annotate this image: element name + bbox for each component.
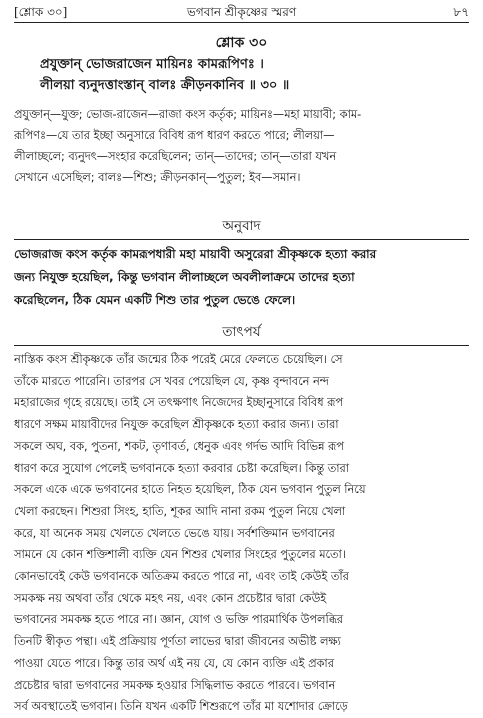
purport-line: ধারণে সক্ষম মায়াবীদের নিযুক্ত করেছিল শ্রীকৃষ্ণকে হত্যা করার জন্য। তারা [14,418,339,432]
translation-line: জন্য নিযুক্ত হয়েছিল, কিন্তু ভগবান লীলাচ্ছলে অবলীলাক্রমে তাদের হত্যা [14,270,355,284]
translation-line: ভোজরাজ কংস কর্তৃক কামরূপধারী মহা মায়াবী অসুরেরা শ্রীকৃষ্ণকে হত্যা করার [14,247,377,261]
translation-line: করেছিলেন, ঠিক যেমন একটি শিশু তার পুতুল ভেঙে ফেলে। [14,293,296,307]
verse-reference: [শ্লোক ৩০] [14,5,68,19]
purport-line: পাওয়া যেতে পারে। কিন্তু তার অর্থ এই নয় যে, যে কোন ব্যক্তি এই প্রকার [14,656,334,670]
synonyms-line: রূপিণঃ—যে তার ইচ্ছা অনুসারে বিবিধ রূপ ধারণ করতে পারে; লীলয়া— [14,129,335,142]
purport-line: মহারাজের গৃহে রয়েছে। তাই সে তৎক্ষণাৎ নিজেদের ইচ্ছানুসারে বিবিধ রূপ [14,396,344,410]
header-divider [14,22,469,23]
translation-divider [14,239,469,240]
purport-line: সকলে একে একে ভগবানের হাতে নিহত হয়েছিল, ঠিক যেন ভগবান পুতুল নিয়ে [14,483,366,497]
synonyms-paragraph [14,104,469,188]
purport-line: ধারণ করে সুযোগ পেলেই ভগবানকে হত্যা করবার চেষ্টা করেছিল। কিন্তু তারা [14,461,350,475]
purport-line: তিনটি স্বীকৃত পন্থা। এই প্রক্রিয়ায় পূর্ণতা লাভের দ্বারা জীবনের অভীষ্ট লক্ষ্য [14,635,341,649]
chapter-title: ভগবান শ্রীকৃষ্ণের স্মরণ [186,5,297,19]
purport-line: নাস্তিক কংস শ্রীকৃষ্ণকে তাঁর জন্মের ঠিক পরেই মেরে ফেলতে চেয়েছিল। সে [14,353,343,366]
verse-title: শ্লোক ৩০ [215,35,268,51]
synonyms-line: সেখানে এসেছিল; বালঃ—শিশু; ক্রীড়নকান্—পুতুল; ইব—সমান। [14,171,301,184]
verse-line-1: প্রযুক্তান্ ভোজরাজেন মায়িনঃ কামরূপিণঃ । [40,57,264,72]
purport-line: কোনভাবেই কেউ ভগবানকে অতিক্রম করতে পারে না, এবং তাই কেউই তাঁর [14,570,349,584]
purport-paragraph [14,349,469,718]
synonyms-line: লীলাচ্ছলে; ব্যনুদৎ—সংহার করেছিলেন; তান্—তাদের; তান্—তারা যখন [14,150,337,163]
purport-line: ভগবানের সমকক্ষ হতে পারে না। জ্ঞান, যোগ ও ভক্তি পারমার্থিক উপলব্ধির [14,613,344,627]
purport-line: সমকক্ষ নয় অথবা তাঁর থেকে মহৎ নয়, এবং কোন প্রচেষ্টার দ্বারা কেউই [14,591,327,605]
verse-line-2: লীলয়া ব্যনুদত্তাংস্তান্ বালঃ ক্রীড়নকানিব ॥ ৩০ ॥ [40,78,290,93]
purport-divider [14,345,469,346]
page-number: ৮৭ [453,5,469,19]
purport-line: সর্ব অবস্থাতেই ভগবান। তিনি যখন একটি শিশুরূপে তাঁর মা যশোদার ক্রোড়ে [14,700,348,714]
purport-line: করে, যা অনেক সময় খেলতে খেলতে ভেঙে যায়। সর্বশক্তিমান ভগবানের [14,526,335,540]
purport-line: প্রচেষ্টার দ্বারা ভগবানের সমকক্ষ হওয়ার সিদ্ধিলাভ করতে পারবে। ভগবান [14,678,336,692]
running-header [14,4,469,30]
synonyms-line: প্রযুক্তান্—যুক্ত; ভোজ-রাজেন—রাজা কংস কর্তৃক; মায়িনঃ—মহা মায়াবী; কাম- [14,108,362,121]
purport-heading: তাৎপর্য [222,324,261,340]
purport-line: তাঁকে মারতে পারেনি। তারপর সে খবর পেয়েছিল যে, কৃষ্ণ বৃন্দাবনে নন্দ [14,374,329,388]
purport-line: সকলে অঘ, বক, পুতনা, শকট, তৃণাবর্ত, ধেনুক এবং গর্দভ আদি বিভিন্ন রূপ [14,439,344,453]
translation-paragraph [14,243,469,312]
translation-heading: অনুবাদ [222,218,261,234]
purport-line: সামনে যে কোন শক্তিশালী ব্যক্তি যেন শিশুর খেলার সিংহের পুতুলের মতো। [14,548,346,562]
purport-line: খেলা করছেন। শিশুরা সিংহ, হাতি, শূকর আদি নানা রকম পুতুল নিয়ে খেলা [14,504,346,518]
